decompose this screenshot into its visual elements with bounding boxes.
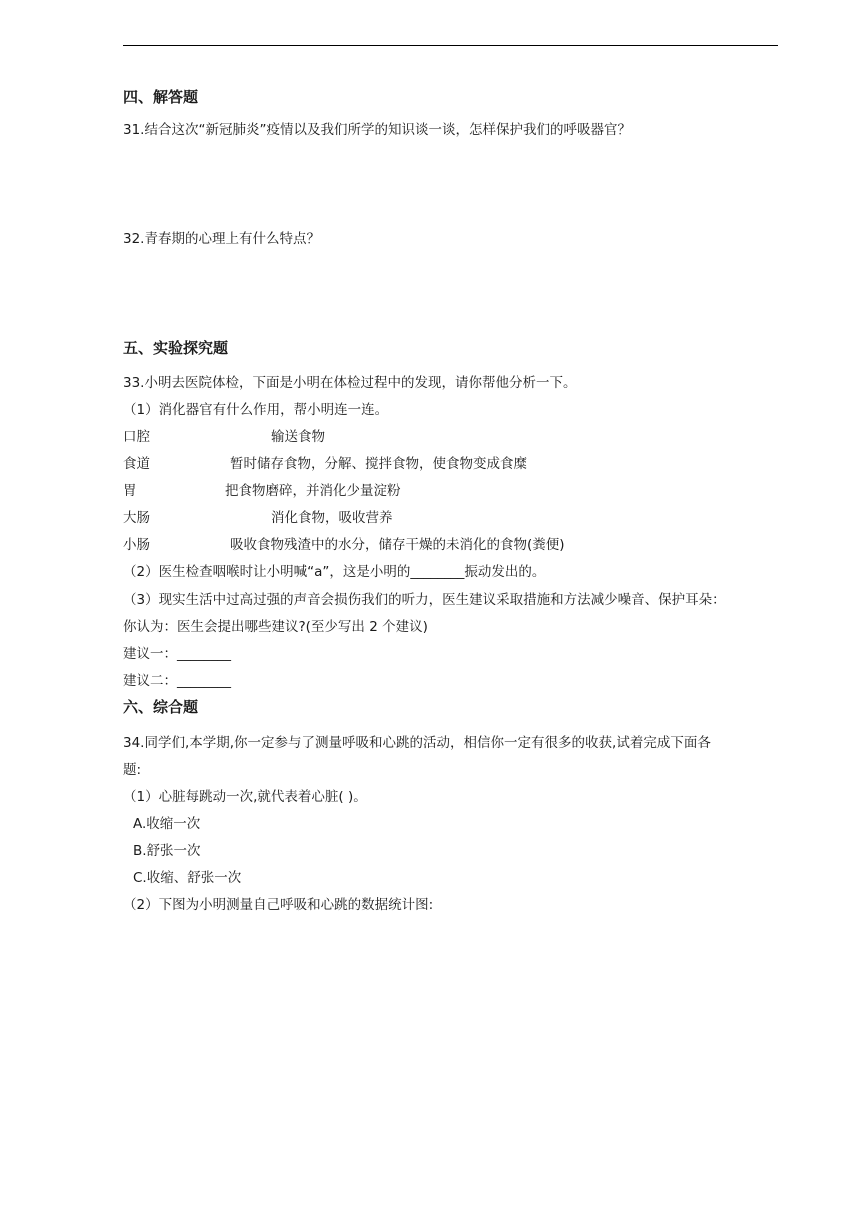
question-32: 32.青春期的心理上有什么特点？ <box>123 231 320 247</box>
option-b: B.舒张一次 <box>133 843 201 859</box>
function-label: 消化食物，吸收营养 <box>271 510 393 526</box>
option-a: A.收缩一次 <box>133 816 201 832</box>
question-34-line-1: 34.同学们,本学期,你一定参与了测量呼吸和心跳的活动，相信你一定有很多的收获,试着完成下面各 <box>123 735 711 751</box>
organ-label: 胃 <box>123 483 137 499</box>
option-c: C.收缩、舒张一次 <box>133 870 242 886</box>
section-heading-5: 五、实验探究题 <box>123 339 229 357</box>
suggestion-2: 建议二：________ <box>123 673 231 689</box>
question-33-part-3-line-1: （3）现实生活中过高过强的声音会损伤我们的听力，医生建议采取措施和方法减少噪音、保护耳朵： <box>123 592 726 608</box>
function-label: 把食物磨碎，并消化少量淀粉 <box>225 483 401 499</box>
function-label: 暂时储存食物，分解、搅拌食物，使食物变成食糜 <box>230 456 527 472</box>
section-heading-6: 六、综合题 <box>123 698 199 716</box>
question-34-part-2: （2）下图为小明测量自己呼吸和心跳的数据统计图: <box>123 897 434 913</box>
question-34-line-2: 题: <box>123 762 142 778</box>
organ-label: 口腔 <box>123 429 150 445</box>
matching-row <box>123 428 325 446</box>
question-34-part-1: （1）心脏每跳动一次,就代表着心脏( )。 <box>123 789 367 805</box>
matching-row <box>123 482 401 500</box>
organ-label: 大肠 <box>123 510 150 526</box>
suggestion-1: 建议一：________ <box>123 646 231 662</box>
question-33: 33.小明去医院体检，下面是小明在体检过程中的发现，请你帮他分析一下。 <box>123 375 577 391</box>
matching-row <box>123 536 565 554</box>
function-label: 吸收食物残渣中的水分，储存干燥的未消化的食物(粪便) <box>230 537 565 553</box>
matching-row <box>123 509 393 527</box>
question-33-part-2: （2）医生检查咽喉时让小明喊“a”，这是小明的________振动发出的。 <box>123 564 546 580</box>
organ-label: 食道 <box>123 456 150 472</box>
header-rule <box>123 45 778 46</box>
organ-label: 小肠 <box>123 537 150 553</box>
matching-row <box>123 455 527 473</box>
question-33-part-1: （1）消化器官有什么作用，帮小明连一连。 <box>123 402 389 418</box>
question-33-part-3-line-2: 你认为：医生会提出哪些建议?(至少写出 2 个建议) <box>123 619 428 635</box>
function-label: 输送食物 <box>271 429 325 445</box>
section-heading-4: 四、解答题 <box>123 88 199 106</box>
question-31: 31.结合这次“新冠肺炎”疫情以及我们所学的知识谈一谈，怎样保护我们的呼吸器官？ <box>123 122 631 138</box>
